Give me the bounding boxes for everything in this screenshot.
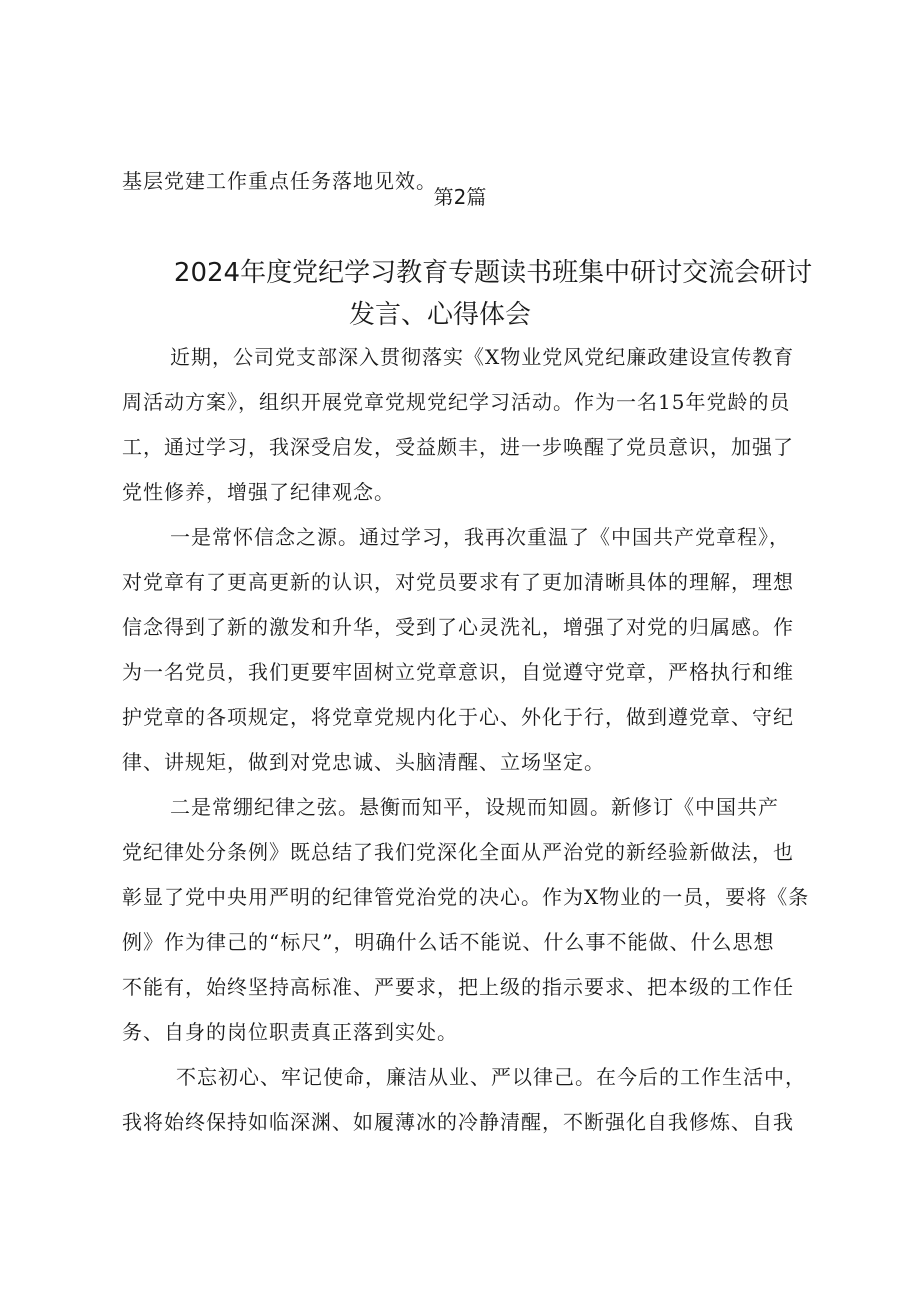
- paragraph-3-line-6: 务、自身的岗位职责真正落到实处。: [122, 1020, 458, 1044]
- paragraph-2-line-5: 护党章的各项规定，将党章党规内化于心、外化于行，做到遵党章、守纪: [122, 705, 794, 729]
- paragraph-1-line-4: 党性修养，增强了纪律观念。: [122, 480, 395, 504]
- article-title-line-1: 2024年度党纪学习教育专题读书班集中研讨交流会研讨: [173, 258, 813, 288]
- article-title-line-2: 发言、心得体会: [348, 300, 531, 330]
- paragraph-2-line-6: 律、讲规矩，做到对党忠诚、头脑清醒、立场坚定。: [122, 750, 605, 774]
- paragraph-3-line-3: 彰显了党中央用严明的纪律管党治党的决心。作为X物业的一员，要将《条: [122, 885, 810, 909]
- paragraph-1-line-1: 近期，公司党支部深入贯彻落实《X物业党风党纪廉政建设宣传教育: [170, 345, 795, 369]
- paragraph-2-line-4: 为一名党员，我们更要牢固树立党章意识，自觉遵守党章，严格执行和维: [122, 660, 794, 684]
- paragraph-3-line-1: 二是常绷纪律之弦。悬衡而知平，设规而知圆。新修订《中国共产: [170, 795, 779, 819]
- paragraph-2-line-1: 一是常怀信念之源。通过学习，我再次重温了《中国共产党章程》，: [170, 525, 790, 549]
- paragraph-4-line-2: 我将始终保持如临深渊、如履薄冰的冷静清醒，不断强化自我修炼、自我: [122, 1110, 794, 1134]
- paragraph-1-line-3: 工，通过学习，我深受启发，受益颇丰，进一步唤醒了党员意识，加强了: [122, 435, 794, 459]
- paragraph-3-line-2: 党纪律处分条例》既总结了我们党深化全面从严治党的新经验新做法，也: [122, 840, 794, 864]
- paragraph-4-line-1: 不忘初心、牢记使命，廉洁从业、严以律己。在今后的工作生活中，: [176, 1065, 806, 1089]
- paragraph-2-line-3: 信念得到了新的激发和升华，受到了心灵洗礼，增强了对党的归属感。作: [122, 615, 794, 639]
- carry-over-line: 基层党建工作重点任务落地见效。: [122, 169, 437, 193]
- paragraph-2-line-2: 对党章有了更高更新的认识，对党员要求有了更加清晰具体的理解，理想: [122, 570, 794, 594]
- article-number: 第2篇: [433, 185, 487, 209]
- paragraph-3-line-4: 例》作为律己的“标尺”，明确什么话不能说、什么事不能做、什么思想: [122, 930, 775, 954]
- paragraph-1-line-2: 周活动方案》，组织开展党章党规党纪学习活动。作为一名15年党龄的员: [122, 390, 791, 414]
- paragraph-3-line-5: 不能有，始终坚持高标准、严要求，把上级的指示要求、把本级的工作任: [122, 975, 794, 999]
